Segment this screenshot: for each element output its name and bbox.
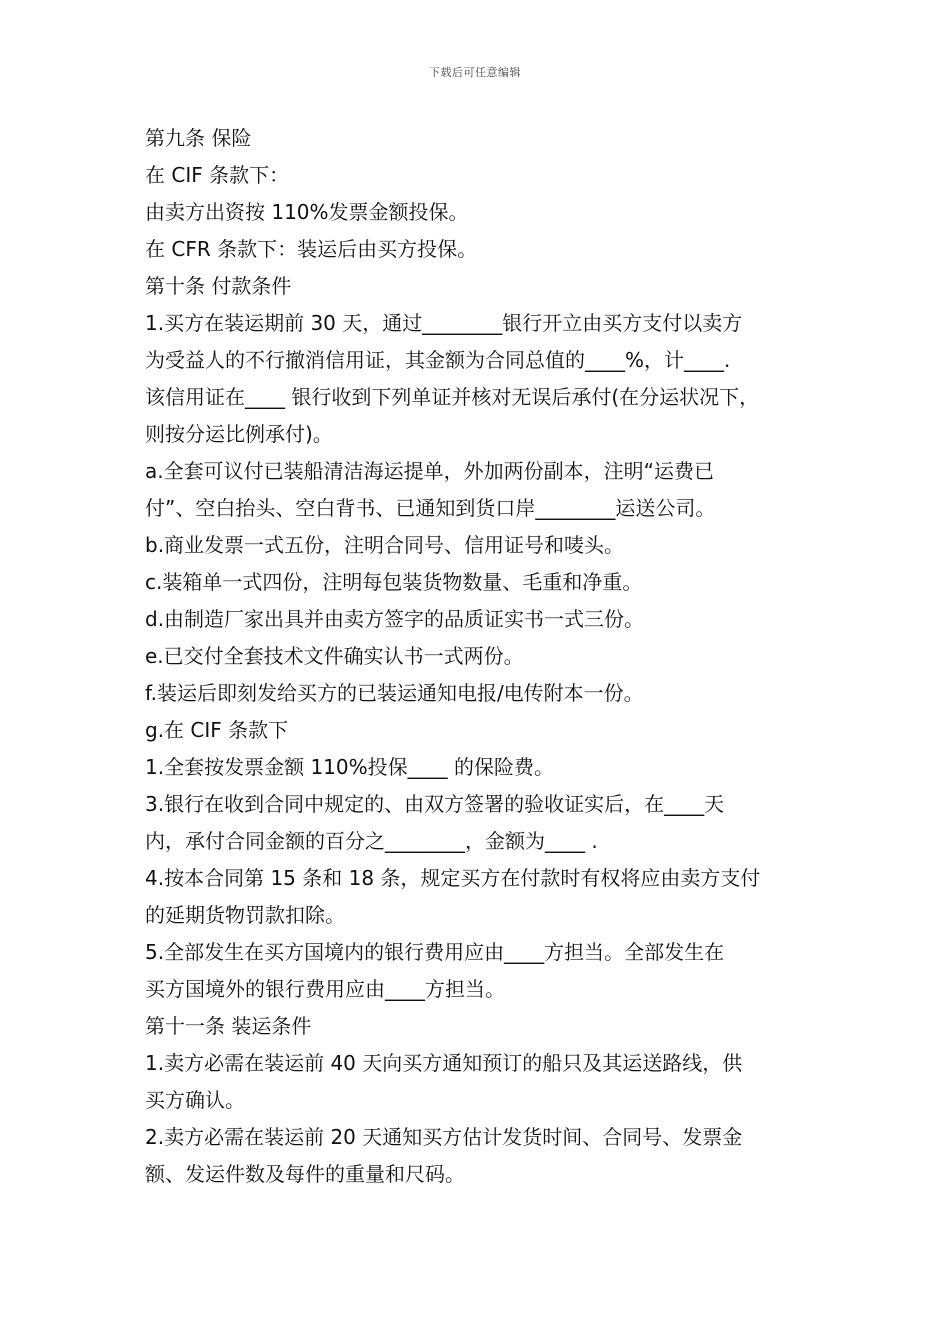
text-line: 在 CIF 条款下： [145, 163, 290, 187]
text-line: 该信用证在____ 银行收到下列单证并核对无误后承付(在分运状况下， [145, 385, 760, 409]
text-line: 买方国境外的银行费用应由____方担当。 [145, 977, 505, 1001]
text-line: 1.卖方必需在装运前 40 天向买方通知预订的船只及其运送路线，供 [145, 1051, 743, 1075]
text-line: d.由制造厂家出具并由卖方签字的品质证实书一式三份。 [145, 607, 645, 631]
section-heading-11: 第十一条 装运条件 [145, 1014, 312, 1038]
text-line: 4.按本合同第 15 条和 18 条，规定买方在付款时有权将应由卖方支付 [145, 866, 761, 890]
text-line: 3.银行在收到合同中规定的、由双方签署的验收证实后，在____天 [145, 792, 725, 816]
text-line: b.商业发票一式五份，注明合同号、信用证号和唛头。 [145, 533, 625, 557]
text-line: 5.全部发生在买方国境内的银行费用应由____方担当。全部发生在 [145, 940, 725, 964]
text-line: 的延期货物罚款扣除。 [145, 903, 345, 927]
text-line: 由卖方出资按 110%发票金额投保。 [145, 200, 469, 224]
text-line: e.已交付全套技术文件确实认书一式两份。 [145, 644, 524, 668]
section-heading-10: 第十条 付款条件 [145, 274, 292, 298]
text-line: 在 CFR 条款下：装运后由买方投保。 [145, 237, 478, 261]
text-line: 1.全套按发票金额 110%投保____ 的保险费。 [145, 755, 554, 779]
text-line: 额、发运件数及每件的重量和尺码。 [145, 1162, 465, 1186]
text-line: a.全套可议付已装船清洁海运提单，外加两份副本，注明“运费已 [145, 459, 714, 483]
text-line: 为受益人的不行撤消信用证，其金额为合同总值的____%，计____. [145, 348, 731, 372]
text-line: 买方确认。 [145, 1088, 245, 1112]
text-line: g.在 CIF 条款下 [145, 718, 289, 742]
header-note: 下载后可任意编辑 [429, 66, 521, 79]
section-heading-9: 第九条 保险 [145, 126, 252, 150]
text-line: 付”、空白抬头、空白背书、已通知到货口岸________运送公司。 [145, 496, 716, 520]
text-line: 2.卖方必需在装运前 20 天通知买方估计发货时间、合同号、发票金 [145, 1125, 743, 1149]
text-line: f.装运后即刻发给买方的已装运通知电报/电传附本一份。 [145, 681, 644, 705]
text-line: 则按分运比例承付)。 [145, 422, 333, 446]
document-body [145, 120, 820, 1193]
text-line: 内，承付合同金额的百分之________，金额为____ . [145, 829, 598, 853]
text-line: c.装箱单一式四份，注明每包装货物数量、毛重和净重。 [145, 570, 643, 594]
text-line: 1.买方在装运期前 30 天，通过________银行开立由买方支付以卖方 [145, 311, 743, 335]
